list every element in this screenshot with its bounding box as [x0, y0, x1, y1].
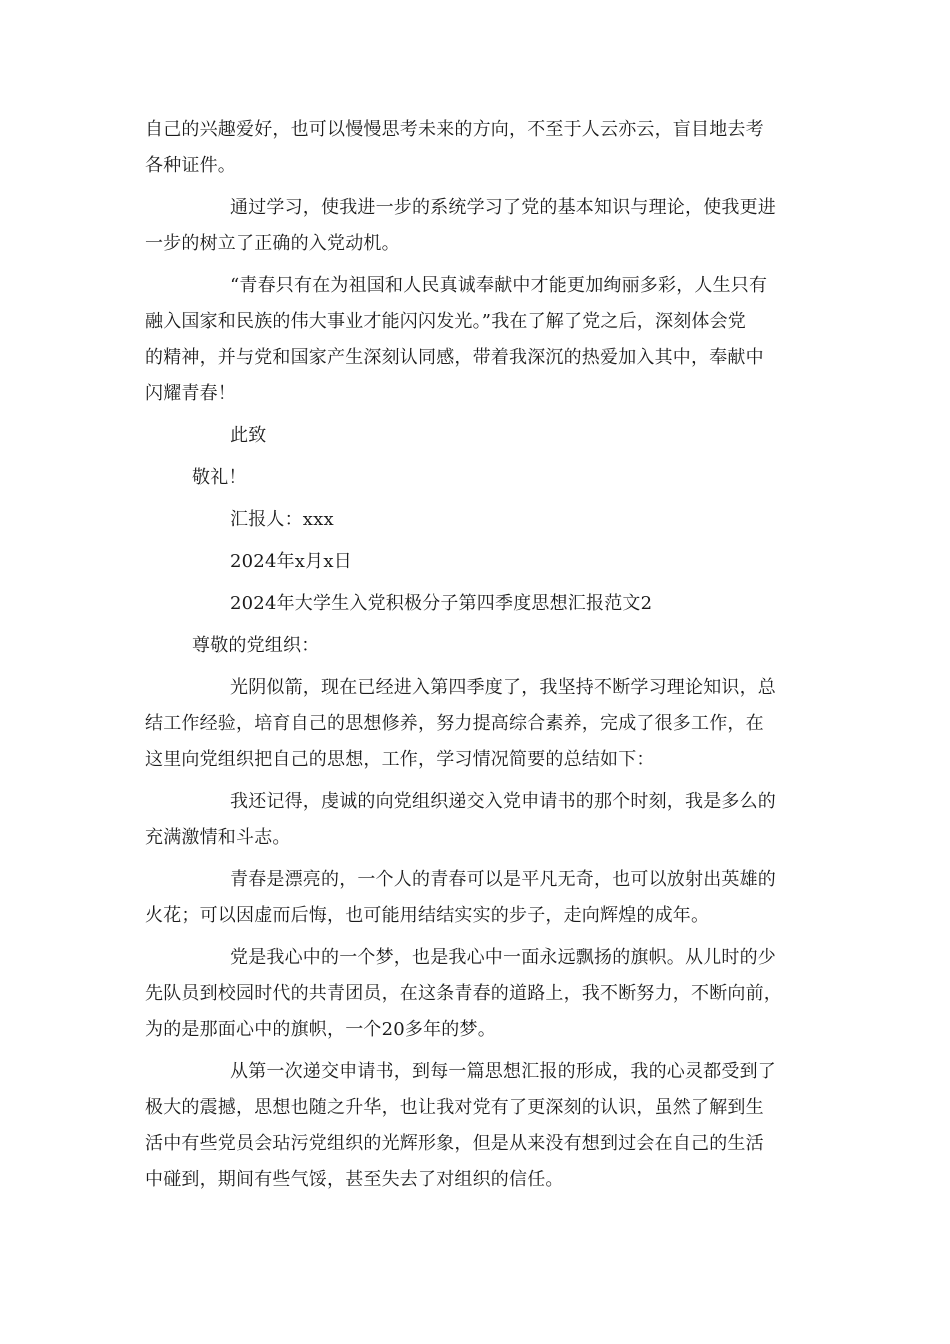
section-title [145, 586, 815, 622]
text-line: 中碰到，期间有些气馁，甚至失去了对组织的信任。 [145, 1169, 564, 1190]
text-line: 融入国家和民族的伟大事业才能闪闪发光。”我在了解了党之后，深刻体会党 [145, 311, 746, 332]
paragraph-memory [145, 784, 815, 856]
paragraph-summary [145, 670, 815, 778]
text-line: 2024年x月x日 [230, 551, 352, 572]
text-line: 各种证件。 [145, 155, 236, 176]
text-line: “青春只有在为祖国和人民真诚奉献中才能更加绚丽多彩，人生只有 [230, 275, 768, 296]
text-line: 通过学习，使我进一步的系统学习了党的基本知识与理论，使我更进 [230, 197, 776, 218]
report-date [145, 544, 815, 580]
text-line: 2024年大学生入党积极分子第四季度思想汇报范文2 [230, 593, 653, 614]
greeting [145, 628, 815, 664]
text-line: 自己的兴趣爱好，也可以慢慢思考未来的方向，不至于人云亦云，盲目地去考 [145, 119, 764, 140]
text-line: 党是我心中的一个梦，也是我心中一面永远飘扬的旗帜。从儿时的少 [230, 947, 776, 968]
closing-salutation [145, 418, 815, 454]
paragraph-study [145, 190, 815, 262]
text-line: 闪耀青春！ [145, 383, 236, 404]
text-line: 我还记得，虔诚的向党组织递交入党申请书的那个时刻，我是多么的 [230, 791, 776, 812]
text-line: 先队员到校园时代的共青团员，在这条青春的道路上，我不断努力，不断向前， [145, 983, 782, 1004]
text-line: 这里向党组织把自己的思想，工作，学习情况简要的总结如下： [145, 749, 655, 770]
text-line: 尊敬的党组织： [192, 635, 320, 656]
text-line: 结工作经验，培育自己的思想修养，努力提高综合素养，完成了很多工作，在 [145, 713, 764, 734]
paragraph-youth [145, 862, 815, 934]
paragraph-dream [145, 940, 815, 1048]
text-line: 为的是那面心中的旗帜，一个20多年的梦。 [145, 1019, 496, 1040]
text-line: 火花；可以因虚而后悔，也可能用结结实实的步子，走向辉煌的成年。 [145, 905, 710, 926]
text-line: 充满激情和斗志。 [145, 827, 291, 848]
paragraph-youth-quote [145, 268, 815, 412]
text-line: 从第一次递交申请书，到每一篇思想汇报的形成，我的心灵都受到了 [230, 1061, 776, 1082]
text-line: 活中有些党员会玷污党组织的光辉形象，但是从来没有想到过会在自己的生活 [145, 1133, 764, 1154]
text-line: 此致 [230, 425, 267, 446]
reporter-signature [145, 502, 815, 538]
text-line: 光阴似箭，现在已经进入第四季度了，我坚持不断学习理论知识，总 [230, 677, 776, 698]
document-body [145, 112, 815, 1198]
text-line: 的精神，并与党和国家产生深刻认同感，带着我深沉的热爱加入其中，奉献中 [145, 347, 764, 368]
paragraph-interests [145, 112, 815, 184]
paragraph-application [145, 1054, 815, 1198]
closing-regards [145, 460, 815, 496]
text-line: 汇报人：xxx [230, 509, 334, 530]
text-line: 一步的树立了正确的入党动机。 [145, 233, 400, 254]
text-line: 敬礼！ [192, 467, 247, 488]
text-line: 青春是漂亮的，一个人的青春可以是平凡无奇，也可以放射出英雄的 [230, 869, 776, 890]
text-line: 极大的震撼，思想也随之升华，也让我对党有了更深刻的认识，虽然了解到生 [145, 1097, 764, 1118]
